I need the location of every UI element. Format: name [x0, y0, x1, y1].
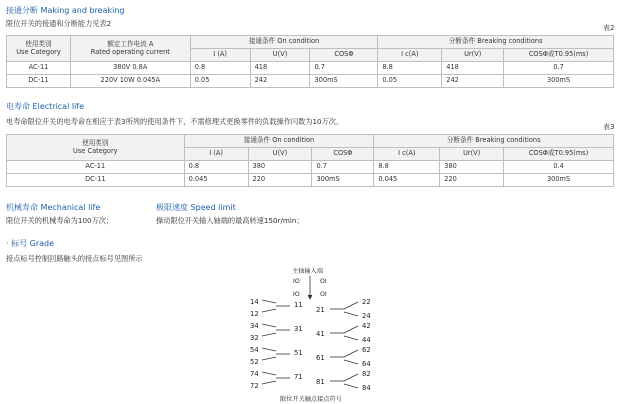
terminal-label: 41	[316, 330, 325, 338]
t2-col-header: COSΦ或T0.95(ms)	[504, 49, 614, 62]
table-cell: AC-11	[7, 62, 71, 75]
table-cell: 380V 0.8A	[70, 62, 190, 75]
terminal-label: 52	[250, 358, 259, 366]
terminal-label: 84	[362, 384, 371, 392]
contact-diagram	[230, 262, 400, 404]
t2-rated-current-header: 额定工作电流 A Rated operating current	[70, 36, 190, 62]
terminal-label: 62	[362, 346, 371, 354]
table-cell: 8.8	[378, 62, 442, 75]
oi-label: OI	[320, 278, 327, 285]
table-cell: 0.045	[374, 174, 440, 187]
t3-col-header: I c(A)	[374, 148, 440, 161]
terminal-label: 54	[250, 346, 259, 354]
table-cell: 0.045	[184, 174, 248, 187]
table-cell: 0.05	[190, 75, 250, 88]
mechanical-life-text: 限位开关的机械寿命为100万次；	[6, 216, 114, 225]
io-label: IO	[293, 291, 300, 298]
t3-on-condition-header: 接通条件 On condition	[184, 135, 374, 148]
diagram-caption: 限位开关触点接点符号	[280, 396, 342, 403]
terminal-label: 71	[294, 373, 303, 381]
terminal-label: 12	[250, 310, 259, 318]
table-cell: 220V 10W 0.045A	[70, 75, 190, 88]
table-cell: 242	[442, 75, 504, 88]
table-cell: 418	[442, 62, 504, 75]
electrical-life-intro: 电寿命限位开关的电寿命在相应于表3所列的使用条件下，不需修理式更换零件的负载操作闪数为10万次。	[6, 117, 344, 126]
table-cell: 300mS	[504, 174, 614, 187]
table-2	[6, 35, 614, 88]
t3-col-header: COSΦ	[312, 148, 374, 161]
t2-col-header: Ur(V)	[442, 49, 504, 62]
table-cell: 380	[248, 161, 312, 174]
terminal-label: 11	[294, 301, 303, 309]
table-cell: 0.8	[184, 161, 248, 174]
terminal-label: 82	[362, 370, 371, 378]
terminal-label: 72	[250, 382, 259, 390]
table-cell: 220	[248, 174, 312, 187]
t3-col-header: COSΦ或T0.95(ms)	[504, 148, 614, 161]
table-cell: DC-11	[7, 75, 71, 88]
terminal-label: 31	[294, 325, 303, 333]
terminal-label: 64	[362, 360, 371, 368]
table-cell: 0.7	[312, 161, 374, 174]
table-cell: 0.7	[310, 62, 378, 75]
making-breaking-intro: 限位开关的接通和分断能力见表2	[6, 19, 112, 28]
t2-breaking-header: 分断条件 Breaking conditions	[378, 36, 614, 49]
table-cell: AC-11	[7, 161, 185, 174]
section-heading-mechanical-life: 机械寿命 Mechanical life	[6, 203, 101, 212]
table2-label: 表2	[603, 24, 615, 32]
terminal-label: 24	[362, 312, 371, 320]
t2-use-category-header: 使用类别 Use Category	[7, 36, 71, 62]
t3-breaking-header: 分断条件 Breaking conditions	[374, 135, 614, 148]
table-row	[7, 62, 614, 75]
table3-label: 表3	[603, 123, 615, 131]
section-heading-electrical-life: 电寿命 Electrical life	[6, 102, 85, 111]
table-cell: 300mS	[310, 75, 378, 88]
t2-on-condition-header: 接通条件 On condition	[190, 36, 378, 49]
t3-col-header: Ur(V)	[440, 148, 504, 161]
terminal-label: 42	[362, 322, 371, 330]
table-cell: 242	[250, 75, 310, 88]
section-heading-making-breaking: 接通分断 Making and breaking	[6, 6, 125, 15]
t3-col-header: U(V)	[248, 148, 312, 161]
section-heading-speed-limit: 极限速度 Speed limit	[156, 203, 236, 212]
terminal-label: 21	[316, 306, 325, 314]
table-cell: 0.8	[190, 62, 250, 75]
table-cell: 300mS	[504, 75, 614, 88]
table-cell: 380	[440, 161, 504, 174]
grade-text: 接点标号控制回路触头的接点标号见图所示	[6, 254, 143, 263]
io-label: IO	[293, 278, 300, 285]
terminal-label: 51	[294, 349, 303, 357]
terminal-label: 14	[250, 298, 259, 306]
left-contact-symbol	[262, 300, 290, 312]
table-3	[6, 134, 614, 187]
terminal-label: 32	[250, 334, 259, 342]
terminal-label: 34	[250, 322, 259, 330]
t2-col-header: I (A)	[190, 49, 250, 62]
table-row	[7, 174, 614, 187]
terminal-label: 61	[316, 354, 325, 362]
section-heading-grade: · 标号 Grade	[6, 239, 55, 248]
t2-col-header: U(V)	[250, 49, 310, 62]
table-cell: 8.8	[374, 161, 440, 174]
speed-limit-text: 操动限位开关输入轴端的最高转速150r/min；	[156, 216, 304, 225]
table-cell: 418	[250, 62, 310, 75]
terminal-label: 74	[250, 370, 259, 378]
terminal-label: 44	[362, 336, 371, 344]
table-row	[7, 161, 614, 174]
oi-label: OI	[320, 291, 327, 298]
t2-col-header: I c(A)	[378, 49, 442, 62]
diagram-title: 主轴输入端	[292, 268, 323, 275]
table-row	[7, 75, 614, 88]
table-cell: DC-11	[7, 174, 185, 187]
t3-use-category-header: 使用类别 Use Category	[7, 135, 185, 161]
t2-col-header: COSΦ	[310, 49, 378, 62]
terminal-label: 81	[316, 378, 325, 386]
table-cell: 300mS	[312, 174, 374, 187]
terminal-label: 22	[362, 298, 371, 306]
t3-col-header: I (A)	[184, 148, 248, 161]
table-cell: 0.7	[504, 62, 614, 75]
table-cell: 0.4	[504, 161, 614, 174]
table-cell: 0.05	[378, 75, 442, 88]
table-cell: 220	[440, 174, 504, 187]
